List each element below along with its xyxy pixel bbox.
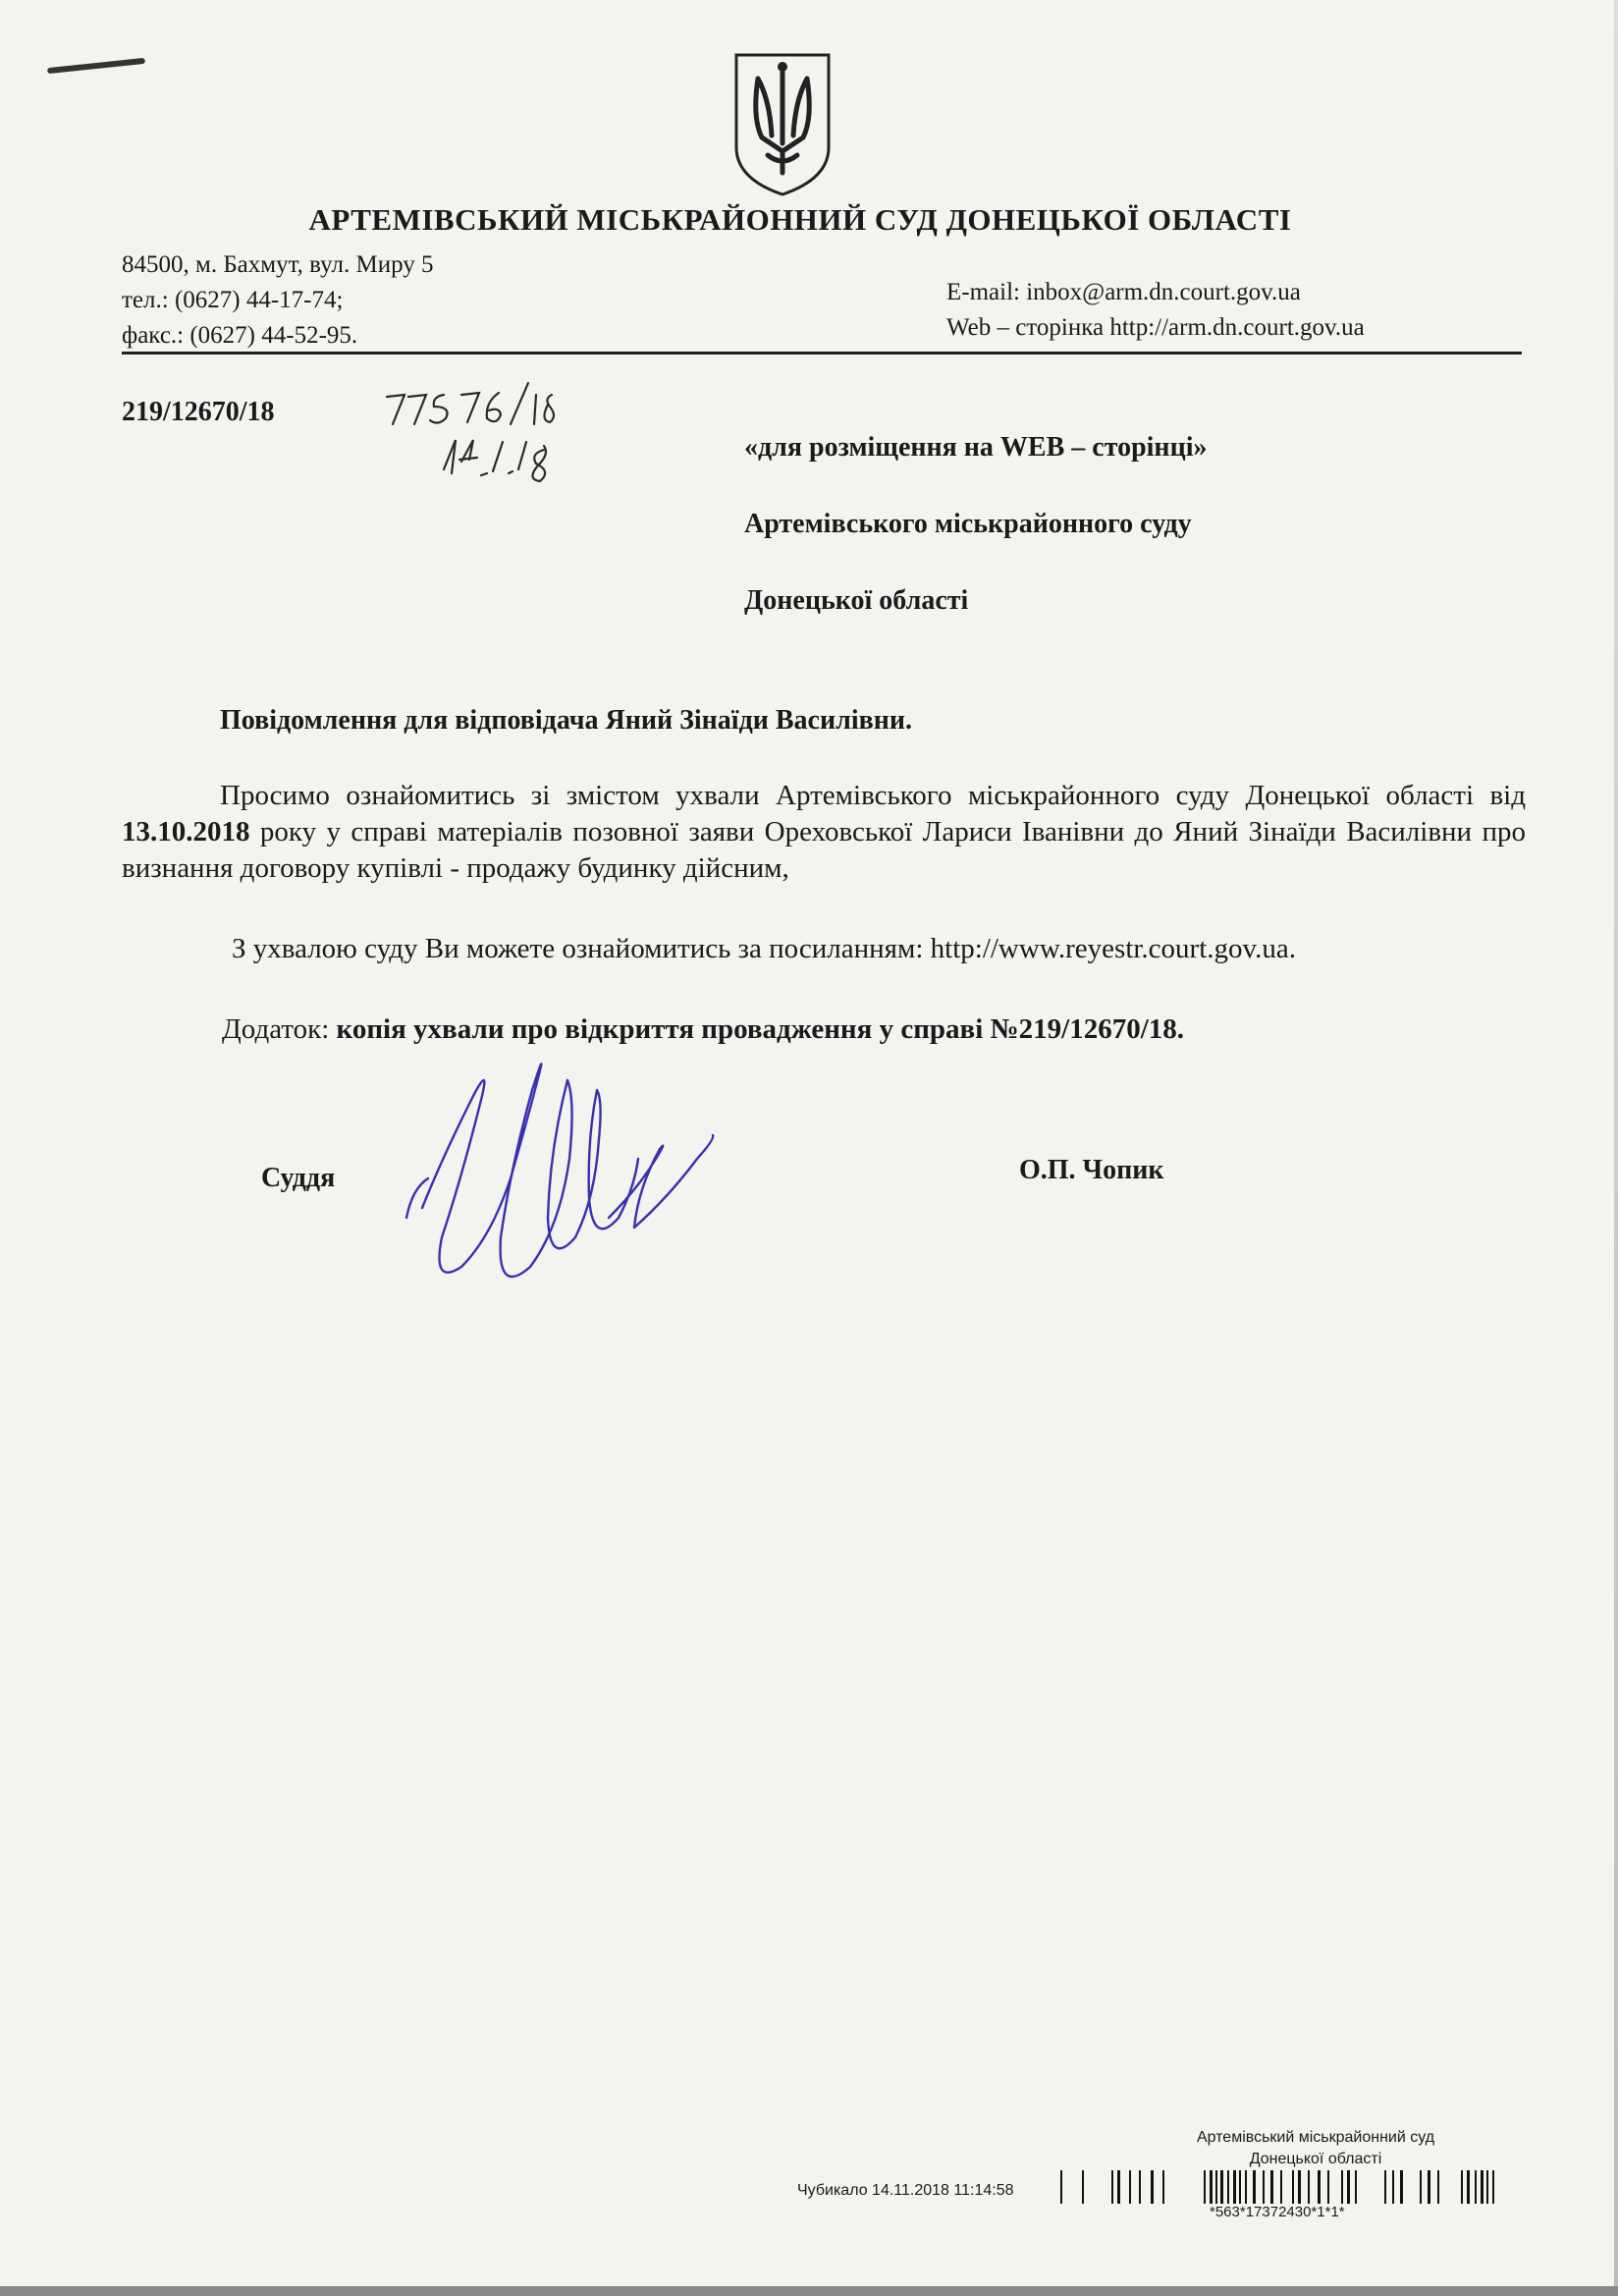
court-fax: факс.: (0627) 44-52-95. bbox=[122, 322, 358, 349]
placement-line-2: Артемівського міськрайонного суду bbox=[744, 509, 1192, 539]
body-part-1: Просимо ознайомитись зі змістом ухвали Артемівського міськрайонного суду Донецької області від bbox=[220, 780, 1526, 811]
judge-title: Суддя bbox=[261, 1163, 336, 1193]
judge-signature bbox=[403, 1041, 727, 1306]
annex-label: Додаток: bbox=[222, 1013, 337, 1045]
court-name: АРТЕМІВСЬКИЙ МІСЬКРАЙОННИЙ СУД ДОНЕЦЬКОЇ ОБЛАСТІ bbox=[308, 202, 1292, 237]
registry-stamp bbox=[1129, 2127, 1502, 2170]
coat-of-arms-icon bbox=[728, 49, 836, 198]
barcode-icon bbox=[1060, 2170, 1541, 2204]
placement-line-3: Донецької області bbox=[744, 585, 969, 616]
handwritten-registration bbox=[383, 381, 599, 499]
body-part-2: року у справі матеріалів позовної заяви Ореховської Лариси Іванівни до Яний Зінаїди Василівни про визнання договору купівлі - продажу будинку дійсним, bbox=[122, 816, 1526, 884]
court-contacts-right bbox=[946, 275, 1365, 346]
notice-body bbox=[122, 778, 1526, 887]
case-number: 219/12670/18 bbox=[122, 397, 275, 427]
court-email: E-mail: inbox@arm.dn.court.gov.ua bbox=[946, 279, 1301, 305]
scan-mark bbox=[47, 58, 145, 74]
notice-title: Повідомлення для відповідача Яний Зінаїди Василівни. bbox=[220, 705, 912, 736]
placement-line-1: «для розміщення на WEB – сторінці» bbox=[744, 432, 1208, 463]
registry-link-line: З ухвалою суду Ви можете ознайомитись за посиланням: http://www.reyestr.court.gov.ua. bbox=[232, 933, 1297, 964]
court-address: 84500, м. Бахмут, вул. Миру 5 bbox=[122, 251, 434, 278]
barcode-text: *563*17372430*1*1* bbox=[1210, 2204, 1345, 2220]
header-rule bbox=[122, 352, 1522, 355]
ruling-date: 13.10.2018 bbox=[122, 816, 250, 847]
annex-text: копія ухвали про відкриття провадження у справі №219/12670/18. bbox=[336, 1013, 1185, 1045]
court-phone: тел.: (0627) 44-17-74; bbox=[122, 287, 344, 313]
page-edge bbox=[1614, 0, 1618, 2296]
stamp-court-line-2: Донецької області bbox=[1249, 2151, 1382, 2167]
court-web: Web – сторінка http://arm.dn.court.gov.ua bbox=[946, 314, 1365, 341]
judge-name: О.П. Чопик bbox=[1019, 1155, 1164, 1185]
stamp-court-line-1: Артемівський міськрайонний суд bbox=[1196, 2129, 1435, 2146]
court-contacts-left bbox=[122, 247, 434, 354]
stamp-clerk-datetime: Чубикало 14.11.2018 11:14:58 bbox=[797, 2182, 1014, 2199]
page-bottom-edge bbox=[0, 2286, 1618, 2296]
